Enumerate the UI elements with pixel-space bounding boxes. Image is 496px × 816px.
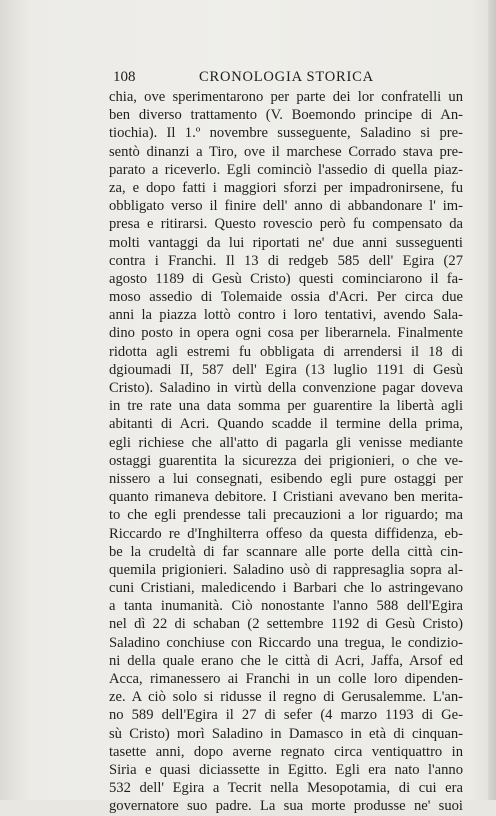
text-line: abitanti di Acri. Quando scadde il termine della prima, — [109, 416, 463, 433]
text-line: Siria e quasi diciassette in Egitto. Egli era nato l'anno — [109, 761, 463, 778]
text-line: sù Cristo) morì Saladino in Damasco in età di cinquan- — [109, 725, 463, 742]
text-line: Acca, rimanessero ai Franchi in un colle loro dipenden- — [109, 671, 463, 687]
text-line: to che egli prendesse tali precauzioni a lor riguardo; ma — [109, 507, 463, 524]
text-line: ridotta agli estremi fu obbligata di arrendersi il 18 di — [109, 343, 463, 360]
text-line: ostaggi guarentita la sicurezza dei prigionieri, o che ve- — [109, 452, 463, 469]
text-line: obbligato verso il finire dell' anno di abbandonare l' im- — [109, 198, 463, 215]
page-edge — [488, 0, 496, 800]
text-line: Riccardo re d'Inghilterra offeso da questa diffidenza, eb- — [109, 525, 463, 542]
text-line: parato a riceverlo. Egli cominciò l'assedio di quella piaz- — [109, 161, 463, 178]
text-line: ni della quale erano che le città di Acri, Jaffa, Arsof ed — [109, 652, 463, 669]
body-text — [109, 88, 463, 816]
text-line: cuni Cristiani, maledicendo i Barbari che lo astringevano — [109, 580, 463, 597]
text-line: egli richiese che all'atto di pagarla gli venisse mediante — [109, 434, 463, 451]
text-line: chia, ove sperimentarono per parte dei lor confratelli un — [109, 89, 463, 105]
page-header — [113, 69, 463, 87]
running-title: CRONOLOGIA STORICA — [199, 69, 374, 85]
text-line: 532 dell' Egira a Tecrit nella Mesopotamia, di cui era — [109, 780, 463, 797]
text-line: dgioumadi II, 587 dell' Egira (13 luglio 1191 di Gesù — [109, 361, 463, 378]
text-line: moso assedio di Tolemaide ossia d'Acri. Per circa due — [109, 289, 463, 306]
text-line: tiochia). Il 1.º novembre susseguente, Saladino si pre- — [109, 125, 463, 142]
text-line: molti vantaggi da lui riportati ne' due anni susseguenti — [109, 234, 463, 251]
text-line: ze. A ciò solo si ridusse il regno di Gerusalemme. L'an- — [109, 689, 463, 706]
text-line: dino posto in opera ogni cosa per liberarnela. Finalmente — [109, 325, 463, 342]
text-line: be la crudeltà di far scannare alle porte della città cin- — [109, 543, 463, 560]
text-line: tasette anni, dopo averne regnato circa ventiquattro in — [109, 743, 463, 760]
page-number: 108 — [113, 69, 136, 85]
text-line: governatore suo padre. La sua morte produsse ne' suoi — [109, 798, 463, 815]
text-line: agosto 1189 di Gesù Cristo) questi cominciarono il fa- — [109, 270, 463, 287]
text-line: quemila prigionieri. Saladino usò di rappresaglia sopra al- — [109, 561, 463, 578]
text-line: Saladino conchiuse con Riccardo una tregua, le condizio- — [109, 634, 463, 651]
text-line: a tanta inumanità. Ciò nonostante l'anno 588 dell'Egira — [109, 598, 463, 615]
text-line: Cristo). Saladino in virtù della convenzione pagar doveva — [109, 380, 463, 396]
text-line: in tre rate una data somma per guarentire la libertà agli — [109, 398, 463, 415]
text-line: nissero a lui consegnati, esibendo egli pure ostaggi per — [109, 470, 463, 487]
text-line: quanto rimaneva debitore. I Cristiani avevano ben merita- — [109, 489, 463, 506]
text-line: nel dì 22 di schaban (2 settembre 1192 di Gesù Cristo) — [109, 616, 463, 633]
text-line: presa e ritirarsi. Questo rovescio però fu compensato da — [109, 216, 463, 233]
text-line: sentò dinanzi a Tiro, ove il marchese Corrado stava pre- — [109, 143, 463, 160]
text-line: contra i Franchi. Il 13 di redgeb 585 dell' Egira (27 — [109, 252, 463, 269]
text-line: za, e dopo fatti i maggiori sforzi per impadronirsene, fu — [109, 179, 463, 196]
text-line: anni la piazza lottò contro i loro tentativi, avendo Sala- — [109, 307, 463, 324]
text-line: ben diverso trattamento (V. Boemondo principe di An- — [109, 107, 463, 124]
text-line: no 589 dell'Egira il 27 di sefer (4 marzo 1193 di Ge- — [109, 707, 463, 724]
